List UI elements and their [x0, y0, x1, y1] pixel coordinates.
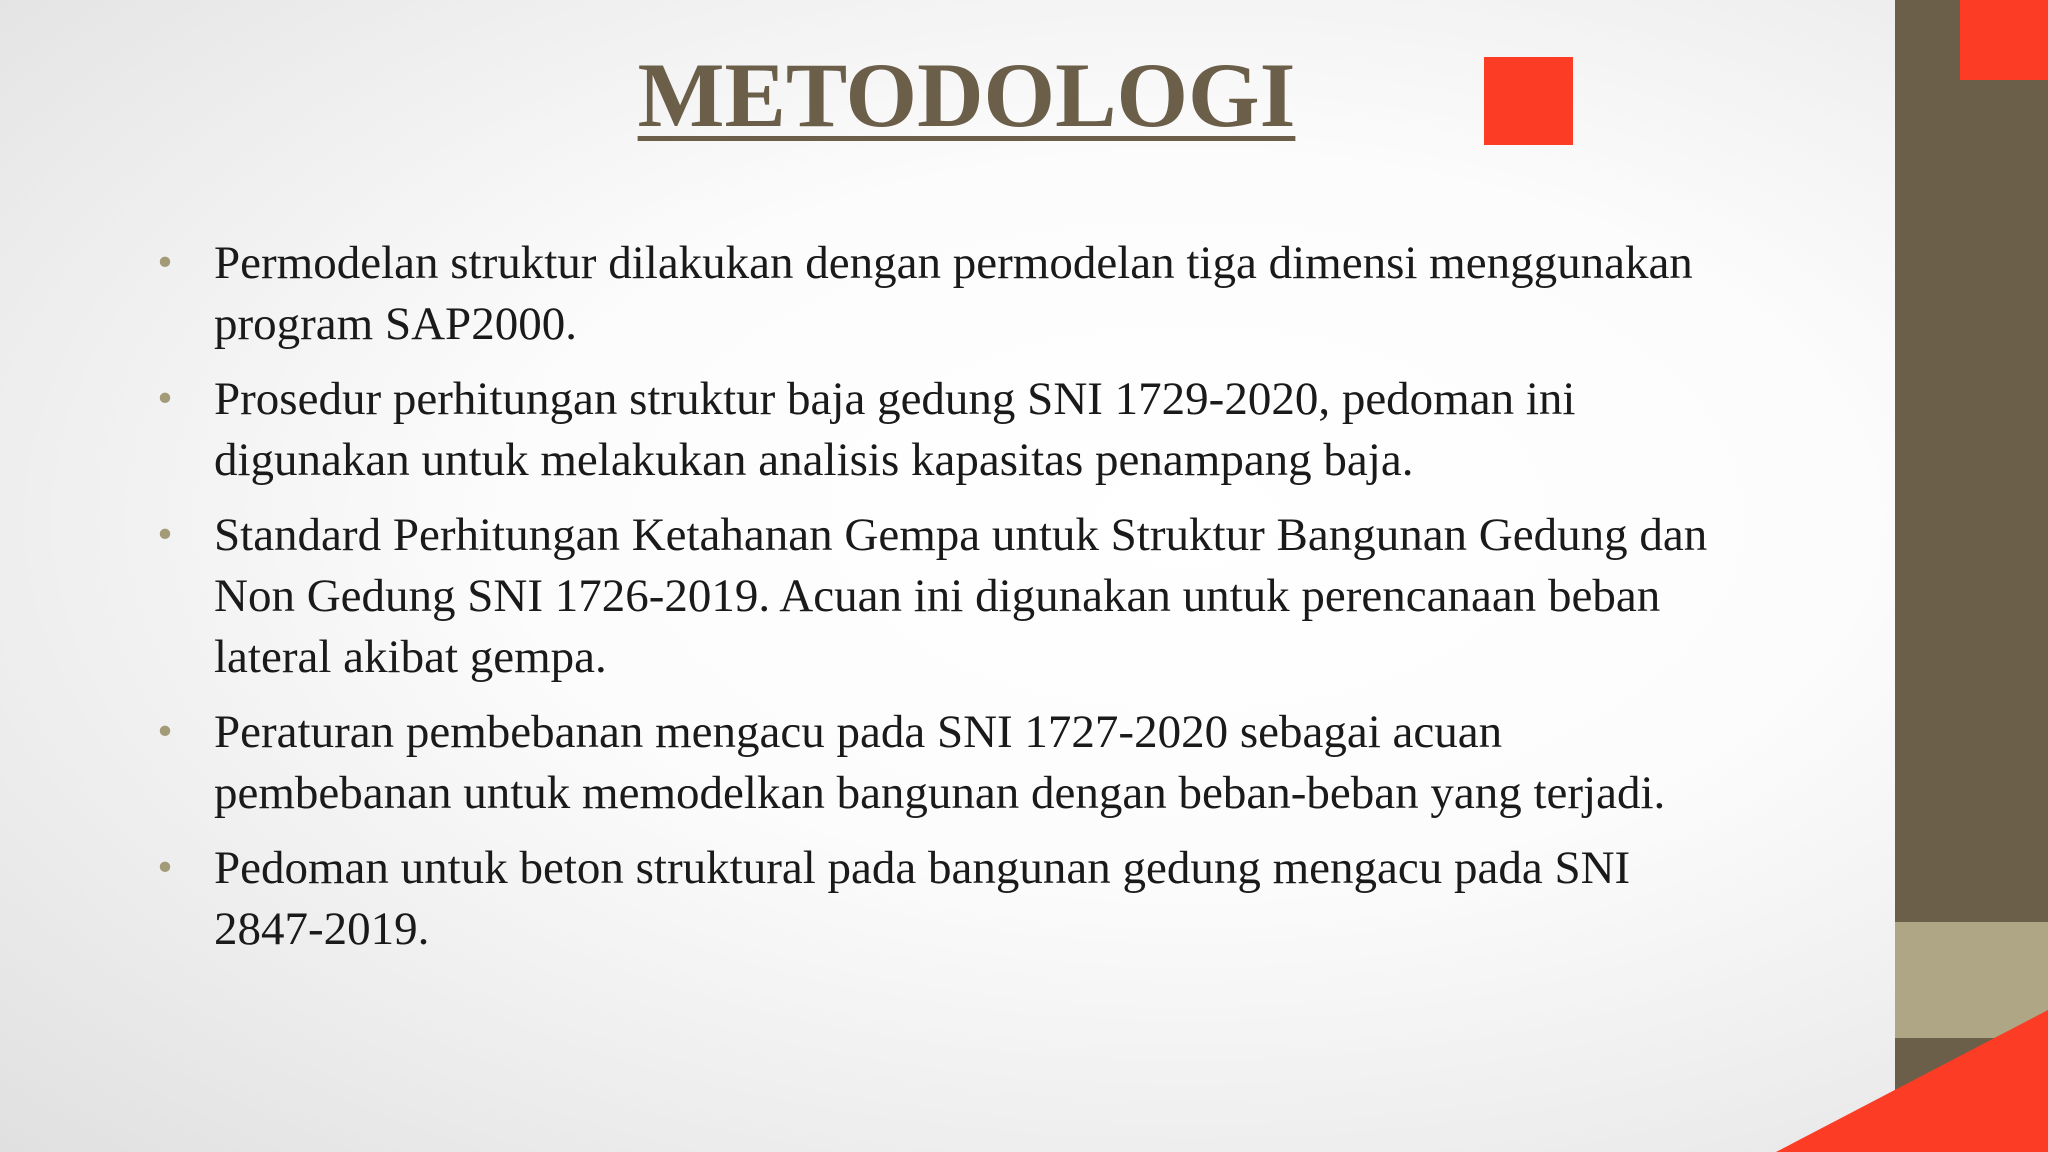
- slide-title: METODOLOGI: [637, 44, 1296, 146]
- bullet-item: [150, 838, 1730, 960]
- bullet-dot-icon: •: [154, 379, 176, 420]
- corner-red-square-decoration: [1960, 0, 2048, 80]
- bullet-dot-icon: •: [154, 243, 176, 284]
- bullet-item: [150, 505, 1730, 688]
- bullet-text: Prosedur perhitungan struktur baja gedung SNI 1729-2020, pedoman ini digunakan untuk melakukan analisis kapasitas penampang baja.: [214, 373, 1576, 486]
- bullet-item: [150, 233, 1730, 355]
- side-band-light-decoration: [1895, 922, 2048, 1038]
- bullet-text: Peraturan pembebanan mengacu pada SNI 1727-2020 sebagai acuan pembebanan untuk memodelkan bangunan dengan beban-beban yang terjadi.: [214, 706, 1666, 819]
- bullet-item: [150, 369, 1730, 491]
- bullet-text: Standard Perhitungan Ketahanan Gempa untuk Struktur Bangunan Gedung dan Non Gedung SNI 1726-2019. Acuan ini digunakan untuk perencanaan beban lateral akibat gempa.: [214, 509, 1708, 683]
- bullet-dot-icon: •: [154, 712, 176, 753]
- bullet-item: [150, 702, 1730, 824]
- bullet-dot-icon: •: [154, 515, 176, 556]
- bullet-text: Pedoman untuk beton struktural pada bangunan gedung mengacu pada SNI 2847-2019.: [214, 842, 1631, 955]
- bullet-list: [150, 233, 1730, 974]
- bullet-dot-icon: •: [154, 848, 176, 889]
- bullet-text: Permodelan struktur dilakukan dengan permodelan tiga dimensi menggunakan program SAP2000.: [214, 237, 1693, 350]
